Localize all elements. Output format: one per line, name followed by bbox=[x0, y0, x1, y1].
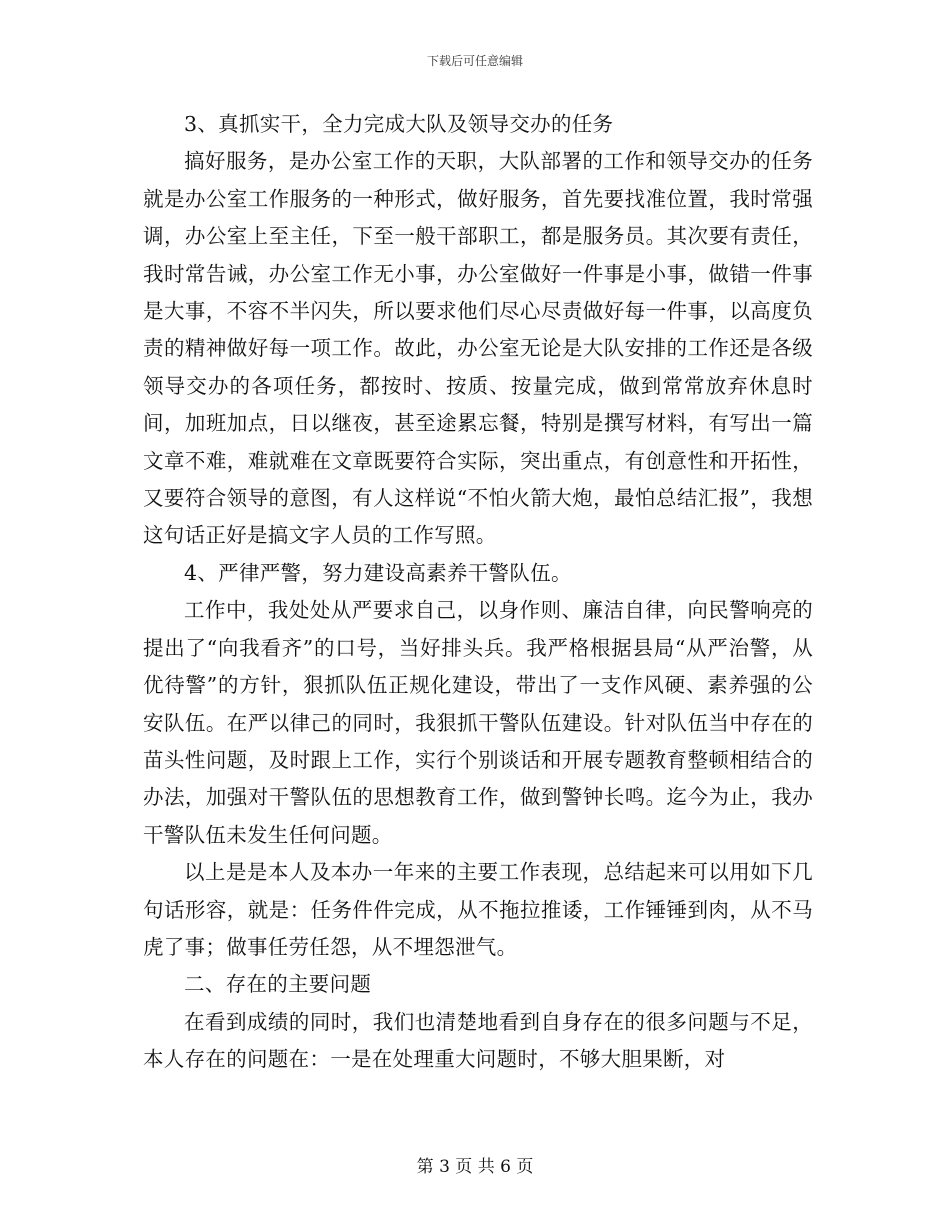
paragraph-problems: 在看到成绩的同时，我们也清楚地看到自身存在的很多问题与不足，本人存在的问题在：一是在处理重大问题时，不够大胆果断，对 bbox=[143, 1009, 813, 1072]
heading-4: 4、严律严警，努力建设高素养干警队伍。 bbox=[184, 560, 572, 585]
paragraph-service: 搞好服务，是办公室工作的天职，大队部署的工作和领导交办的任务就是办公室工作服务的一种形式，做好服务，首先要找准位置，我时常强调，办公室上至主任，下至一般干部职工，都是服务员。其次要有责任，我时常告诫，办公室工作无小事，办公室做好一件事是小事，做错一件事是大事，不容不半闪失，所以要求他们尽心尽责做好每一件事，以高度负责的精神做好每一项工作。故此，办公室无论是大队安排的工作还是各级领导交办的各项任务，都按时、按质、按量完成，做到常常放弃休息时间，加班加点，日以继夜，甚至途累忘餐，特别是撰写材料，有写出一篇文章不难，难就难在文章既要符合实际，突出重点，有创意性和开拓性，又要符合领导的意图，有人这样说“不怕火箭大炮，最怕总结汇报”，我想这句话正好是搞文字人员的工作写照。 bbox=[143, 149, 813, 548]
heading-3: 3、真抓实干，全力完成大队及领导交办的任务 bbox=[184, 112, 614, 136]
section-heading-problems: 二、存在的主要问题 bbox=[184, 972, 372, 997]
paragraph-discipline: 工作中，我处处从严要求自己，以身作则、廉洁自律，向民警响亮的提出了“向我看齐”的口号，当好排头兵。我严格根据县局“从严治警，从优待警”的方针，狠抓队伍正规化建设，带出了一支作风硬、素养强的公安队伍。在严以律己的同时，我狠抓干警队伍建设。针对队伍当中存在的苗头性问题，及时跟上工作，实行个别谈话和开展专题教育整顿相结合的办法，加强对干警队伍的思想教育工作，做到警钟长鸣。迄今为止，我办干警队伍未发生任何问题。 bbox=[143, 598, 813, 847]
paragraph-summary: 以上是是本人及本办一年来的主要工作表现，总结起来可以用如下几句话形容，就是：任务件件完成，从不拖拉推诿，工作锤锤到肉，从不马虎了事；做事任劳任怨，从不埋怨泄气。 bbox=[143, 860, 813, 959]
page-number: 第 3 页 共 6 页 bbox=[416, 1157, 534, 1177]
page-header: 下载后可任意编辑 bbox=[426, 54, 523, 68]
document-body bbox=[143, 106, 813, 1079]
